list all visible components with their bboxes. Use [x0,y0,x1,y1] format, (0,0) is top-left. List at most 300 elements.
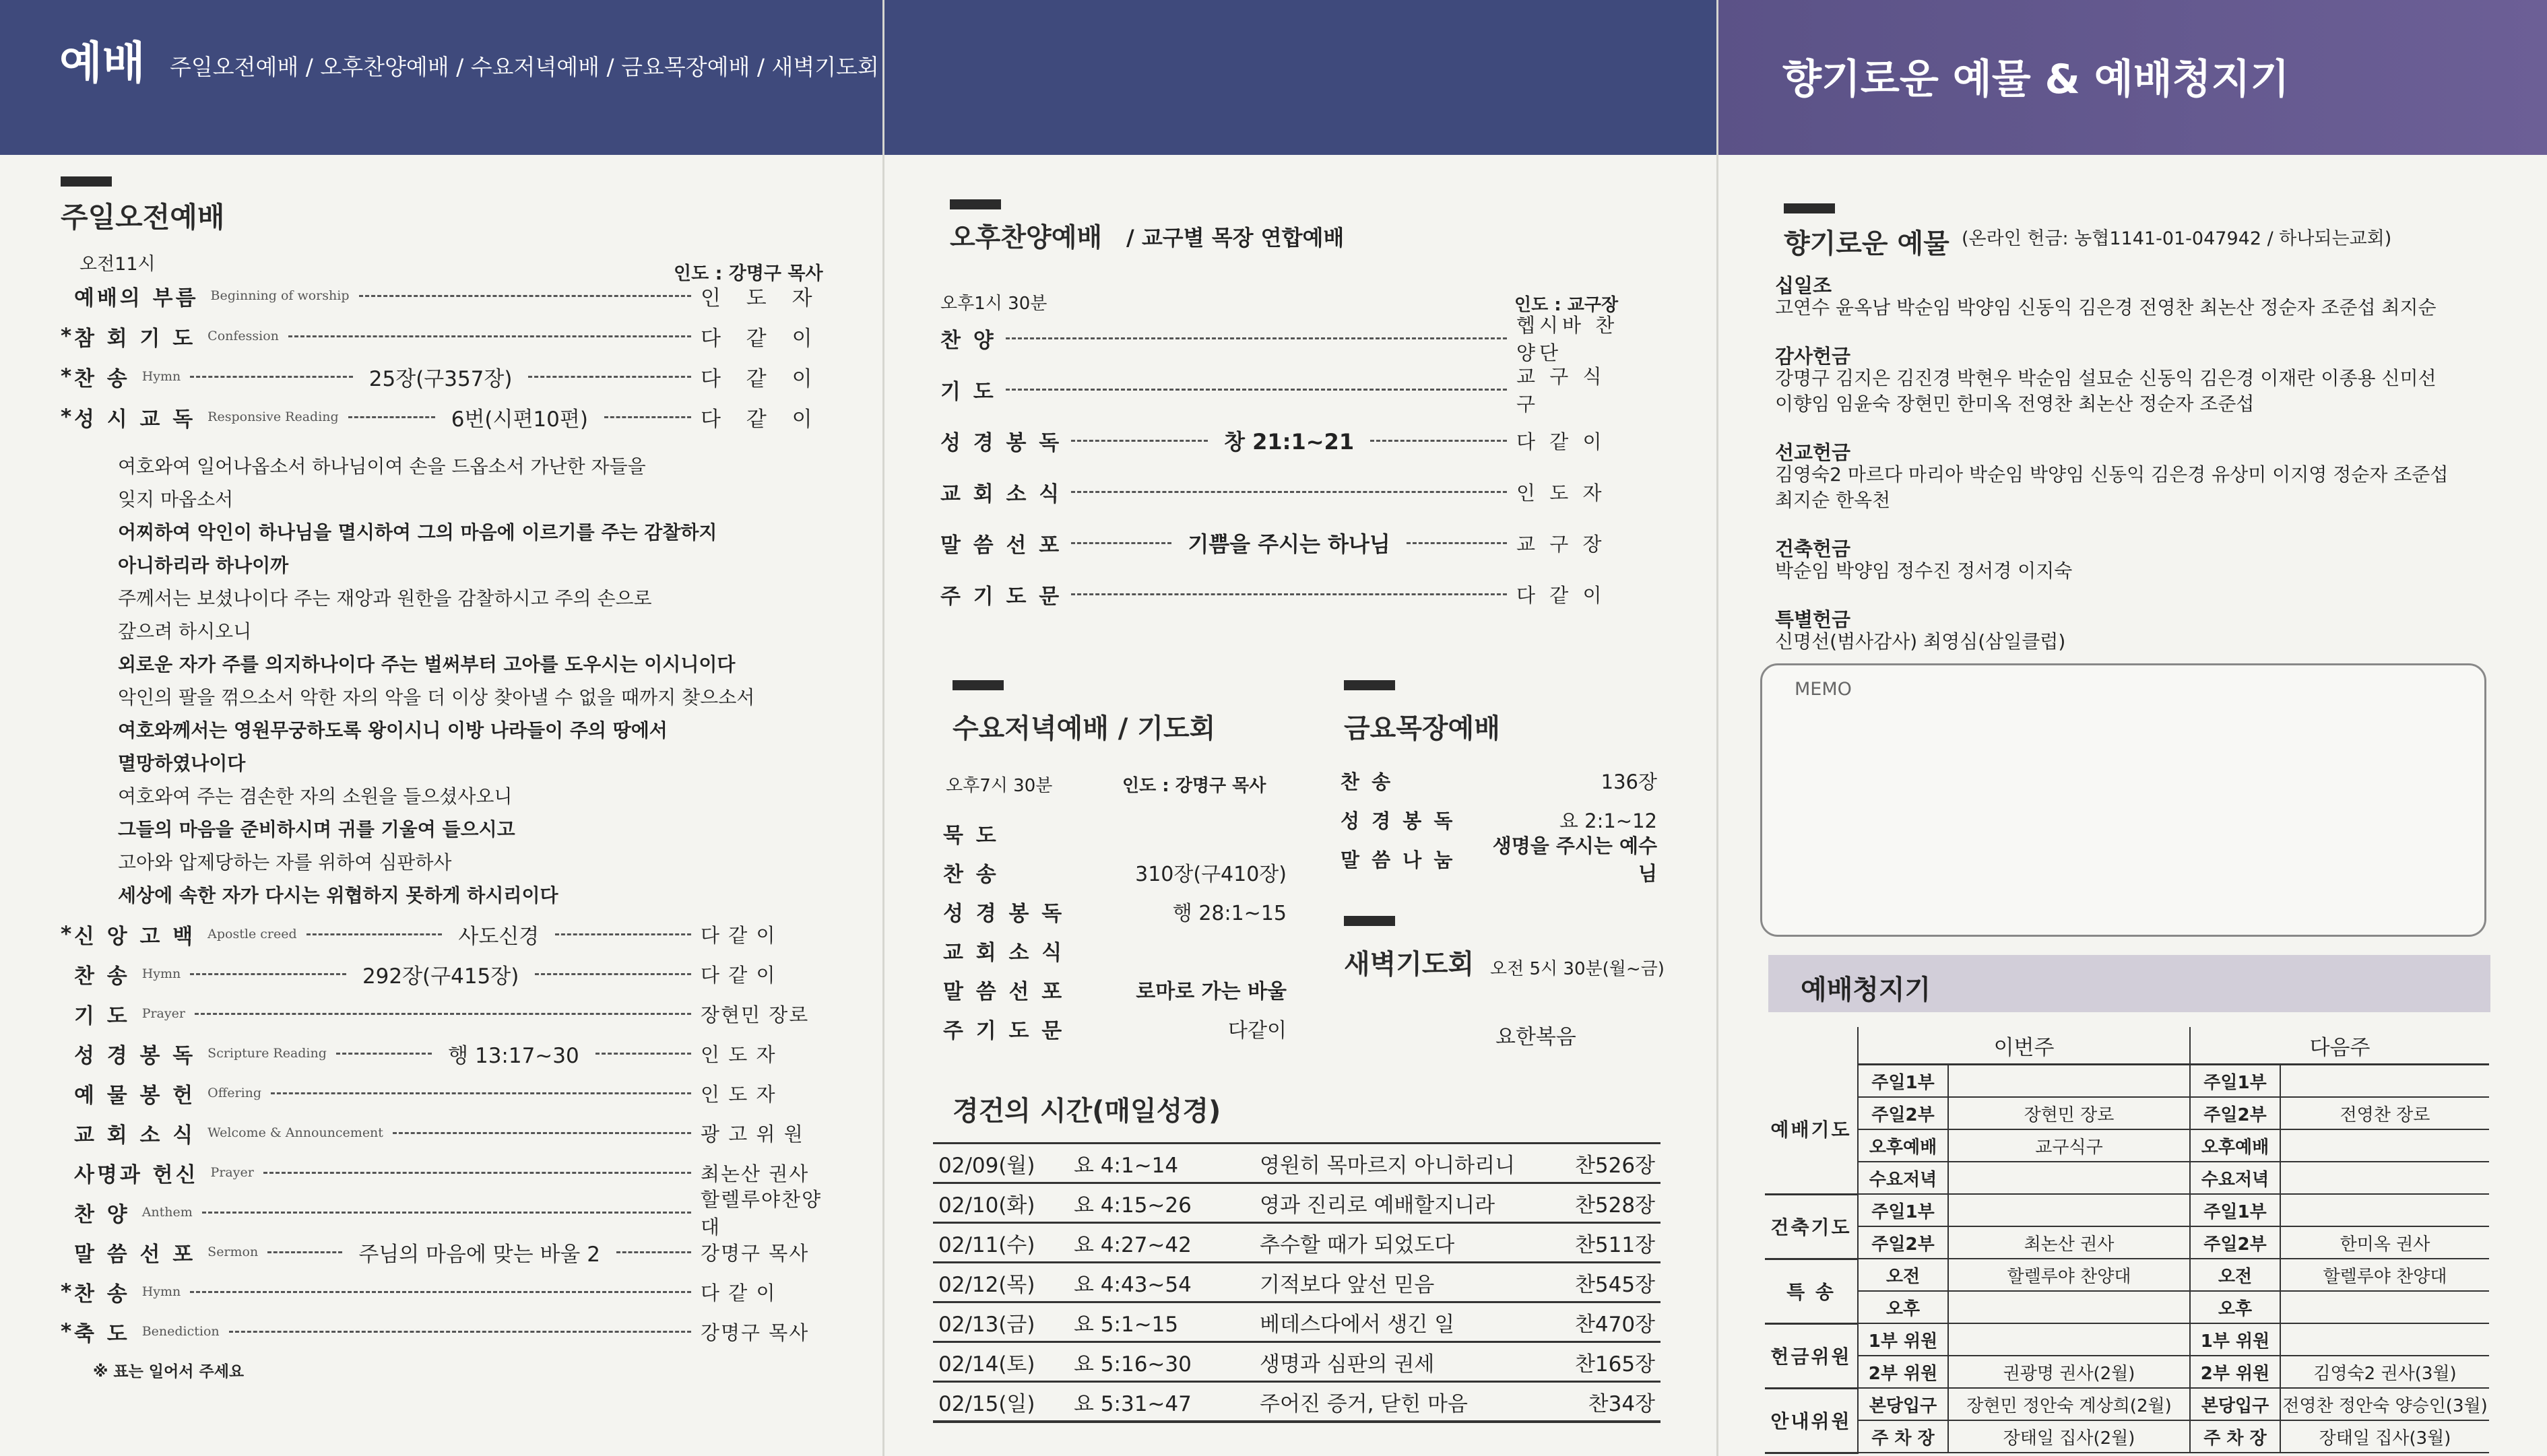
order-detail: 생명을 주시는 예수님 [1492,834,1657,885]
standing-note: ※ 표는 일어서 주세요 [93,1363,245,1381]
stewards-role: 주 차 장 [1858,1420,1948,1453]
order-detail: 행 13:17~30 [448,1043,579,1068]
order-person: 다 같 이 [701,407,822,432]
stewards-this-week: 교구식구 [1948,1129,2190,1162]
section-marker [1344,680,1395,690]
order-label: 찬 송 [74,1282,130,1306]
devotion-date: 02/10(화) [933,1183,1068,1223]
order-label: 사명과 헌신 [74,1162,199,1187]
order-person: 다 같 이 [701,923,777,947]
stewards-banner [1768,955,2490,1012]
dotted-leader [288,335,691,337]
star-marker: * [61,922,72,946]
stewards-next-week [2280,1129,2489,1162]
order-label: 찬 양 [74,1202,130,1227]
order-label: 말 씀 나 눔 [1341,848,1456,871]
dotted-leader [1006,337,1507,339]
order-detail: 주님의 마음에 맞는 바울 2 [358,1242,600,1267]
offering-group-title: 감사헌금 [1775,345,1851,368]
section-marker [1784,203,1835,213]
dotted-leader [348,416,435,418]
stewards-table [1765,1027,2489,1454]
dotted-leader [1071,491,1507,493]
offering-names: 김영숙2 마르다 마리아 박순임 박양임 신동익 김은경 유상미 이지영 정순자 조준섭 [1775,463,2449,486]
afternoon-leader: 인도 : 교구장 [1514,295,1619,315]
dotted-leader [202,1212,691,1214]
dotted-leader [535,973,691,975]
order-label: 교 회 소 식 [943,940,1065,965]
star-marker: * [61,364,72,389]
dotted-leader [267,1251,342,1253]
stewards-role: 주일1부 [1858,1194,1948,1226]
sunday-order-row [61,360,842,393]
stewards-next-week [2280,1291,2489,1323]
sunday-order-row [61,279,842,312]
sunday-order-row [61,958,842,990]
devotion-row [933,1144,1661,1183]
order-person: 다 같 이 [1516,583,1606,607]
reading-line: 그들의 마음을 준비하시며 귀를 기울여 들으시고 [118,818,515,840]
devotion-date: 02/13(금) [933,1302,1068,1342]
reading-line: 멸망하였나이다 [118,752,246,774]
stewards-next-week [2280,1162,2489,1194]
stewards-role: 본당입구 [1858,1388,1948,1420]
sunday-order-row [61,1315,842,1348]
stewards-role: 주일2부 [1858,1226,1948,1259]
order-english: Apostle creed [207,927,297,941]
order-detail: 6번(시편10편) [451,407,588,432]
offering-group-title: 특별헌금 [1775,608,1851,631]
wednesday-order-row [943,1012,1287,1045]
sunday-time: 오전11시 [79,254,156,275]
order-label: 찬 양 [940,328,996,353]
stewards-row [1765,1323,2489,1356]
reading-line: 고아와 압제당하는 자를 위하여 심판하사 [118,851,452,873]
reading-text [118,450,754,912]
order-english: Benediction [141,1324,220,1339]
offering-group-title: 건축헌금 [1775,537,1851,560]
dotted-leader [190,973,346,975]
stewards-next-week [2280,1194,2489,1226]
friday-order-row [1341,834,1657,885]
order-person: 인 도 자 [701,1043,777,1066]
worship-header-bar [0,0,1718,155]
order-person: 광 고 위 원 [701,1122,804,1146]
order-person: 다 같 이 [701,1281,777,1304]
stewards-this-week: 장현민 장로 [1948,1097,2190,1129]
order-english: Confession [207,329,279,343]
order-label: 말 씀 선 포 [940,533,1062,558]
fold-line [882,0,884,1456]
sunday-order-row [61,918,842,950]
order-detail: 310장(구410장) [1135,863,1287,886]
devotion-table [933,1142,1661,1423]
devotion-row [933,1382,1661,1422]
dotted-leader [307,933,443,935]
afternoon-order-row [940,578,1627,610]
section-marker [1344,916,1395,926]
dotted-leader [555,933,691,935]
order-label: 말 씀 선 포 [943,979,1065,1004]
order-person: 최논산 권사 [701,1162,810,1185]
stewards-this-week: 최논산 권사 [1948,1226,2190,1259]
offering-names: 강명구 김지은 김진경 박현우 박순임 설묘순 신동익 김은경 이재란 이종용 신미선 [1775,367,2437,389]
devotion-ref: 요 4:43~54 [1068,1263,1254,1302]
devotion-hymn: 찬34장 [1562,1382,1661,1422]
dotted-leader [271,1092,691,1094]
sunday-title: 주일오전예배 [61,201,225,234]
afternoon-order-row [940,365,1627,416]
dotted-leader [195,1013,691,1015]
dotted-leader [393,1132,691,1134]
order-english: Hymn [141,1284,181,1299]
dotted-leader [263,1172,691,1174]
devotion-passage-title: 베데스다에서 생긴 일 [1254,1302,1562,1342]
stewards-row [1765,1388,2489,1420]
devotion-row [933,1263,1661,1302]
stewards-role: 주일2부 [2190,1226,2280,1259]
next-week-header: 다음주 [2190,1027,2489,1065]
offering-header-bar [1718,0,2547,155]
star-marker: * [61,405,72,429]
stewards-row [1765,1194,2489,1226]
order-label: 예배의 부름 [74,286,199,310]
order-label: 찬 송 [1341,770,1394,793]
devotion-hymn: 찬470장 [1562,1302,1661,1342]
order-detail: 사도신경 [458,924,540,949]
dawn-title: 새벽기도회 [1344,949,1475,980]
stewards-this-week: 권광명 권사(2월) [1948,1356,2190,1388]
dotted-leader [336,1053,432,1055]
order-label: 주 기 도 문 [943,1018,1065,1043]
offering-names: 박순임 박양임 정수진 정서경 이지숙 [1775,560,2073,582]
dotted-leader [528,376,691,378]
order-detail: 다같이 [1228,1019,1287,1043]
star-marker: * [61,1280,72,1304]
dotted-leader [616,1251,691,1253]
stewards-role: 오후예배 [1858,1129,1948,1162]
devotion-hymn: 찬526장 [1562,1144,1661,1183]
header-title: 예배 [59,37,146,89]
order-english: Responsive Reading [207,409,339,424]
wednesday-order-row [943,817,1287,849]
stewards-next-week: 한미옥 권사 [2280,1226,2489,1259]
sunday-order-row [61,1037,842,1069]
order-detail: 292장(구415장) [362,964,519,989]
order-person: 다 같 이 [1516,430,1606,453]
order-label: 찬 송 [943,862,999,887]
order-label: 성 경 봉 독 [943,901,1065,926]
dotted-leader [1407,542,1507,544]
header-subtitle: 주일오전예배 / 오후찬양예배 / 수요저녁예배 / 금요목장예배 / 새벽기도회 [170,54,879,80]
afternoon-order-row [940,527,1627,559]
order-label: 교 회 소 식 [940,482,1062,506]
stewards-role: 수요저녁 [2190,1162,2280,1194]
dawn-book: 요한복음 [1495,1025,1576,1049]
section-marker [61,176,112,187]
offering-names: 신명선(범사감사) 최영심(삼일클럽) [1775,630,2066,653]
memo-label: MEMO [1795,679,1852,700]
offering-title: 향기로운 예물 [1784,228,1949,259]
stewards-row [1765,1065,2489,1098]
star-marker: * [61,324,72,348]
stewards-role: 주일1부 [2190,1065,2280,1098]
reading-line: 갚으려 하시오니 [118,620,252,642]
order-label: 성 경 봉 독 [74,1043,196,1068]
stewards-role: 1부 위원 [1858,1323,1948,1356]
devotion-title: 경건의 시간(매일성경) [953,1096,1221,1127]
afternoon-time: 오후1시 30분 [940,294,1047,314]
order-label: 성 경 봉 독 [1341,809,1456,832]
stewards-this-week [1948,1291,2190,1323]
order-label: 찬 송 [74,366,130,391]
sunday-order-row [61,1236,842,1268]
stewards-this-week: 장태일 집사(2월) [1948,1420,2190,1453]
dotted-leader [1006,389,1507,391]
order-english: Hymn [141,369,181,384]
dotted-leader [190,376,353,378]
stewards-row [1765,1226,2489,1259]
wednesday-title: 수요저녁예배 / 기도회 [953,713,1216,744]
stewards-next-week: 전영찬 정안숙 양승인(3월) [2280,1388,2489,1420]
devotion-date: 02/11(수) [933,1223,1068,1263]
stewards-group-label: 특 송 [1765,1259,1858,1323]
order-person: 다 같 이 [701,366,822,391]
sunday-order-row [61,1077,842,1109]
offering-account: (온라인 헌금: 농협1141-01-047942 / 하나되는교회) [1962,228,2392,249]
afternoon-order-row [940,475,1627,508]
wednesday-order-row [943,934,1287,966]
sunday-order-row [61,1188,842,1238]
order-person: 인 도 자 [1516,481,1606,504]
devotion-passage-title: 영과 진리로 예배할지니라 [1254,1183,1562,1223]
order-label: 주 기 도 문 [940,584,1062,609]
order-detail: 25장(구357장) [368,366,513,391]
order-english: Beginning of worship [210,288,350,303]
friday-title: 금요목장예배 [1344,713,1500,744]
sunday-order-row [61,1117,842,1149]
friday-order-row [1341,764,1657,797]
order-person: 다 같 이 [701,963,777,987]
stewards-role: 본당입구 [2190,1388,2280,1420]
stewards-header-row [1765,1027,2489,1065]
reading-line: 아니하리라 하나이까 [118,554,289,576]
memo-box[interactable] [1760,663,2486,937]
devotion-hymn: 찬511장 [1562,1223,1661,1263]
reading-line: 세상에 속한 자가 다시는 위협하지 못하게 하시리이다 [118,884,558,906]
stewards-role: 2부 위원 [2190,1356,2280,1388]
devotion-passage-title: 기적보다 앞선 믿음 [1254,1263,1562,1302]
offering-group-title: 십일조 [1775,274,1832,297]
order-person: 장현민 장로 [701,1003,810,1026]
devotion-hymn: 찬545장 [1562,1263,1661,1302]
sunday-order-row [61,997,842,1030]
devotion-hymn: 찬528장 [1562,1183,1661,1223]
devotion-date: 02/09(월) [933,1144,1068,1183]
devotion-row [933,1223,1661,1263]
devotion-row [933,1342,1661,1382]
stewards-next-week: 전영찬 장로 [2280,1097,2489,1129]
order-detail: 기쁨을 주시는 하나님 [1188,531,1390,557]
order-label: 묵 도 [943,823,999,848]
wednesday-order-row [943,856,1287,888]
stewards-this-week: 할렐루야 찬양대 [1948,1259,2190,1291]
order-label: 찬 송 [74,964,130,989]
stewards-row [1765,1356,2489,1388]
sunday-order-row [61,1276,842,1308]
devotion-row [933,1183,1661,1223]
order-detail: 창 21:1~21 [1224,429,1355,455]
fold-line [1716,0,1718,1456]
reading-line: 주께서는 보셨나이다 주는 재앙과 원한을 감찰하시고 주의 손으로 [118,587,652,609]
stewards-row [1765,1420,2489,1453]
stewards-this-week [1948,1323,2190,1356]
order-label: 성 경 봉 독 [940,430,1062,455]
sunday-order-row [61,1156,842,1189]
stewards-role: 주일2부 [2190,1097,2280,1129]
order-person: 인 도 자 [701,286,822,310]
stewards-role: 2부 위원 [1858,1356,1948,1388]
devotion-passage-title: 영원히 목마르지 아니하리니 [1254,1144,1562,1183]
order-english: Prayer [141,1006,185,1021]
stewards-this-week [1948,1162,2190,1194]
order-label: 예 물 봉 헌 [74,1083,196,1108]
dotted-leader [604,416,691,418]
order-person: 교 구 식 구 [1516,365,1606,416]
order-person: 인 도 자 [701,1082,777,1106]
stewards-role: 오후예배 [2190,1129,2280,1162]
devotion-ref: 요 4:27~42 [1068,1223,1254,1263]
reading-line: 외로운 자가 주를 의지하나이다 주는 벌써부터 고아를 도우시는 이시니이다 [118,653,736,675]
dotted-leader [229,1331,691,1333]
stewards-role: 주일1부 [2190,1194,2280,1226]
offering-header-title: 향기로운 예물 & 예배청지기 [1782,56,2290,103]
order-detail: 요 2:1~12 [1559,809,1657,832]
order-english: Scripture Reading [207,1046,327,1061]
stewards-row [1765,1259,2489,1291]
order-person: 헵시바 찬양단 [1516,314,1619,364]
order-english: Welcome & Announcement [207,1125,383,1140]
devotion-row [933,1302,1661,1342]
devotion-date: 02/15(일) [933,1382,1068,1422]
stewards-group-label: 건축기도 [1765,1194,1858,1259]
order-label: 교 회 소 식 [74,1123,196,1148]
stewards-next-week [2280,1323,2489,1356]
stewards-role: 주일2부 [1858,1097,1948,1129]
wednesday-time: 오후7시 30분 [946,776,1053,796]
afternoon-title: 오후찬양예배 [950,223,1103,253]
devotion-ref: 요 4:15~26 [1068,1183,1254,1223]
reading-line: 여호와께서는 영원무궁하도록 왕이시니 이방 나라들이 주의 땅에서 [118,719,668,741]
devotion-date: 02/12(목) [933,1263,1068,1302]
order-label: 신 앙 고 백 [74,924,196,949]
stewards-next-week: 김영숙2 권사(3월) [2280,1356,2489,1388]
devotion-ref: 요 4:1~14 [1068,1144,1254,1183]
stewards-corner [1765,1027,1858,1065]
devotion-ref: 요 5:1~15 [1068,1302,1254,1342]
reading-line: 여호와여 일어나옵소서 하나님이여 손을 드옵소서 가난한 자들을 [118,455,646,477]
order-label: 기 도 [940,379,996,404]
devotion-date: 02/14(토) [933,1342,1068,1382]
sunday-order-row [61,401,842,433]
section-marker [953,680,1004,690]
stewards-group-label: 안내위원 [1765,1388,1858,1453]
order-person: 강명구 목사 [701,1321,810,1344]
dawn-time: 오전 5시 30분(월~금) [1490,959,1665,979]
order-person: 다 같 이 [701,326,822,351]
stewards-next-week [2280,1065,2489,1098]
stewards-this-week [1948,1194,2190,1226]
wednesday-leader: 인도 : 강명구 목사 [1122,776,1266,796]
order-detail: 행 28:1~15 [1172,902,1287,925]
order-person: 할렐루야찬양대 [701,1188,823,1238]
dotted-leader [1071,542,1171,544]
wednesday-order-row [943,973,1287,1005]
devotion-ref: 요 5:31~47 [1068,1382,1254,1422]
devotion-passage-title: 추수할 때가 되었도다 [1254,1223,1562,1263]
offering-names: 이향임 임윤숙 장현민 한미옥 전영찬 최논산 정순자 조준섭 [1775,393,2255,415]
order-english: Anthem [141,1205,193,1220]
stewards-group-label: 헌금위원 [1765,1323,1858,1388]
stewards-this-week [1948,1065,2190,1098]
stewards-role: 오전 [1858,1259,1948,1291]
offering-names: 최지순 한옥천 [1775,489,1891,511]
devotion-passage-title: 주어진 증거, 닫힌 마음 [1254,1382,1562,1422]
stewards-role: 주일1부 [1858,1065,1948,1098]
order-label: 참 회 기 도 [74,326,196,351]
order-person: 교 구 장 [1516,532,1606,556]
reading-line: 잊지 마옵소서 [118,488,234,510]
stewards-row [1765,1097,2489,1129]
order-detail: 136장 [1601,770,1657,793]
order-english: Hymn [141,966,181,981]
offering-group-title: 선교헌금 [1775,441,1851,464]
order-label: 기 도 [74,1003,130,1028]
sunday-order-row [61,320,842,352]
star-marker: * [61,1319,72,1344]
afternoon-subtitle: / 교구별 목장 연합예배 [1126,225,1345,251]
stewards-next-week: 할렐루야 찬양대 [2280,1259,2489,1291]
stewards-title: 예배청지기 [1801,974,1931,1005]
stewards-row [1765,1291,2489,1323]
devotion-passage-title: 생명과 심판의 권세 [1254,1342,1562,1382]
afternoon-order-row [940,424,1627,457]
stewards-role: 오후 [1858,1291,1948,1323]
dotted-leader [1071,440,1208,442]
afternoon-order-row [940,314,1627,364]
section-marker [950,199,1001,209]
stewards-role: 주 차 장 [2190,1420,2280,1453]
reading-line: 어찌하여 악인이 하나님을 멸시하여 그의 마음에 이르기를 주는 감찰하지 [118,521,717,543]
order-label: 축 도 [74,1321,130,1346]
order-label: 성 시 교 독 [74,407,196,432]
order-english: Prayer [210,1165,254,1180]
stewards-group-label: 예배기도 [1765,1065,1858,1195]
devotion-ref: 요 5:16~30 [1068,1342,1254,1382]
stewards-role: 오전 [2190,1259,2280,1291]
order-english: Offering [207,1086,262,1100]
stewards-next-week: 장태일 집사(3월) [2280,1420,2489,1453]
dotted-leader [190,1291,691,1293]
wednesday-order-row [943,895,1287,927]
offering-names: 고연수 윤옥남 박순임 박양임 신동익 김은경 전영찬 최논산 정순자 조준섭 최지순 [1775,296,2437,319]
dotted-leader [595,1053,691,1055]
order-person: 강명구 목사 [701,1241,810,1265]
reading-line: 악인의 팔을 꺾으소서 악한 자의 악을 더 이상 찾아낼 수 없을 때까지 찾으소서 [118,686,755,708]
stewards-role: 수요저녁 [1858,1162,1948,1194]
order-label: 말 씀 선 포 [74,1242,196,1267]
stewards-row [1765,1162,2489,1194]
